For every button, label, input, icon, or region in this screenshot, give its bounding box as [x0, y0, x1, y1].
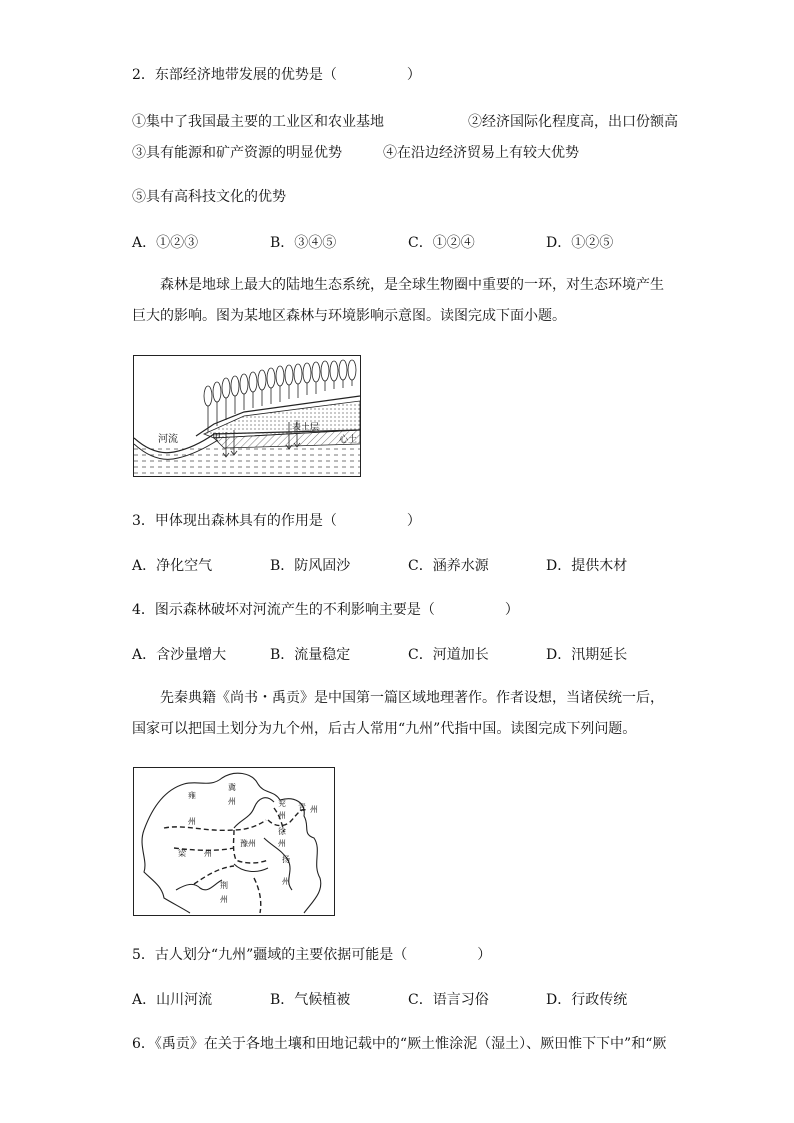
forest-diagram — [133, 355, 361, 477]
label-yang-2: 州 — [282, 877, 290, 886]
forest-diagram-svg — [134, 356, 360, 476]
q2-item-4: ④在沿边经济贸易上有较大优势 — [383, 145, 579, 161]
label-yong-2: 州 — [188, 817, 196, 826]
q2-option-c[interactable]: C．①②④ — [408, 235, 475, 251]
label-topsoil: 表土层 — [292, 423, 320, 433]
q4-stem: 4．图示森林破坏对河流产生的不利影响主要是（ ） — [132, 602, 519, 618]
q2-stem: 2．东部经济地带发展的优势是（ ） — [132, 67, 421, 83]
q5-option-c[interactable]: C．语言习俗 — [408, 992, 489, 1008]
q3-stem: 3．甲体现出森林具有的作用是（ ） — [132, 513, 421, 529]
passage-jiuzhou: 先秦典籍《尚书・禹贡》是中国第一篇区域地理著作。作者设想，当诸侯统一后，国家可以把国土划分为九个州，后古人常用“九州”代指中国。读图完成下列问题。 — [132, 690, 664, 737]
q4-option-a[interactable]: A．含沙量增大 — [132, 647, 227, 663]
label-yang-1: 扬 — [282, 855, 290, 864]
label-qing-2: 州 — [310, 805, 318, 814]
q2-item-2: ②经济国际化程度高，出口份额高 — [468, 114, 678, 130]
q5-option-b[interactable]: B．气候植被 — [270, 992, 351, 1008]
q2-option-b[interactable]: B．③④⑤ — [270, 235, 337, 251]
jiuzhou-map — [133, 767, 335, 916]
label-xu-1: 徐 — [278, 827, 286, 836]
passage-forest: 森林是地球上最大的陆地生态系统，是全球生物圈中重要的一环，对生态环境产生巨大的影响。图为某地区森林与环境影响示意图。读图完成下面小题。 — [132, 277, 664, 324]
label-yan-1: 兖 — [278, 799, 286, 808]
q2-item-5: ⑤具有高科技文化的优势 — [132, 189, 286, 205]
label-subsoil: 心土 — [339, 435, 358, 445]
map-boundaries — [142, 773, 321, 913]
q3-option-d[interactable]: D．提供木材 — [546, 558, 628, 574]
label-qing-1: 青 — [298, 803, 306, 812]
q2-item-1: ①集中了我国最主要的工业区和农业基地 — [132, 114, 384, 130]
label-yong-1: 雍 — [188, 791, 196, 800]
q5-option-d[interactable]: D．行政传统 — [546, 992, 628, 1008]
jiuzhou-map-svg — [134, 768, 334, 915]
q3-option-b[interactable]: B．防风固沙 — [270, 558, 351, 574]
q3-option-a[interactable]: A．净化空气 — [132, 558, 213, 574]
q6-stem: 6．《禹贡》在关于各地土壤和田地记载中的“厥土惟涂泥（湿土）、厥田惟下下中”和“厥 — [132, 1036, 667, 1052]
q5-stem: 5．古人划分“九州”疆域的主要依据可能是（ ） — [132, 947, 492, 963]
q5-option-a[interactable]: A．山川河流 — [132, 992, 213, 1008]
label-liang-2: 州 — [204, 849, 212, 858]
label-xu-2: 州 — [278, 839, 286, 848]
q4-option-d[interactable]: D．汛期延长 — [546, 647, 628, 663]
label-jing-2: 州 — [220, 895, 228, 904]
label-liang-1: 梁 — [178, 849, 186, 858]
q3-option-c[interactable]: C．涵养水源 — [408, 558, 489, 574]
groundwater-layer — [134, 446, 360, 476]
q4-option-b[interactable]: B．流量稳定 — [270, 647, 351, 663]
label-ji-1: 冀 — [228, 783, 236, 792]
label-yan-2: 州 — [278, 811, 286, 820]
q2-option-d[interactable]: D．①②⑤ — [546, 235, 614, 251]
label-yu: 豫州 — [240, 839, 256, 848]
q2-option-a[interactable]: A．①②③ — [132, 235, 199, 251]
label-ji-2: 州 — [228, 797, 236, 806]
label-jia: 甲 — [212, 433, 222, 443]
q2-item-3: ③具有能源和矿产资源的明显优势 — [132, 145, 342, 161]
label-river: 河流 — [158, 434, 178, 445]
q4-option-c[interactable]: C．河道加长 — [408, 647, 489, 663]
label-jing-1: 荆 — [220, 881, 228, 890]
